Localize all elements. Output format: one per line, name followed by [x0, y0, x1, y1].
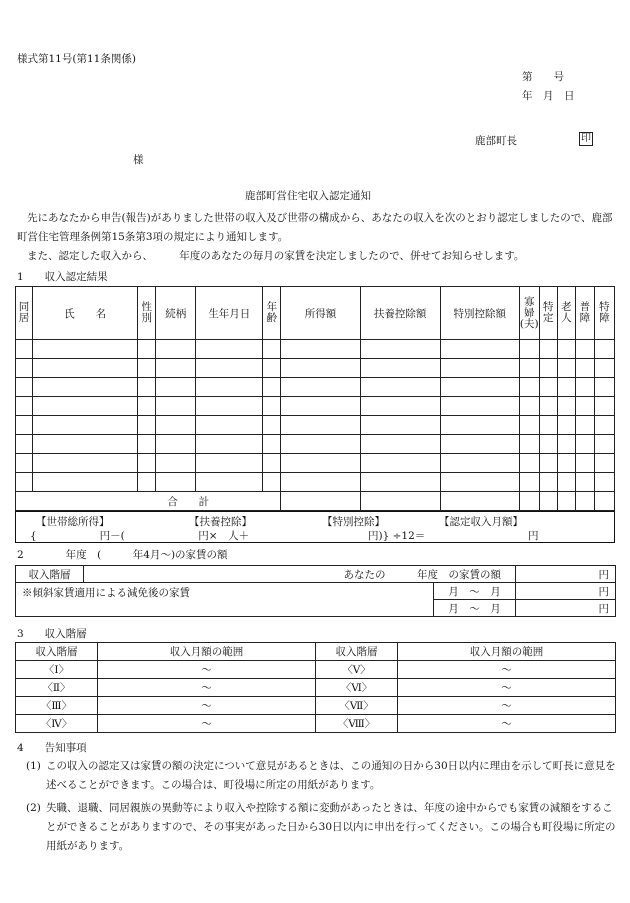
- notice-item-1: [26, 757, 618, 795]
- reduction-row-1: [16, 583, 616, 600]
- section1-heading: 1 収入認定結果: [17, 271, 108, 283]
- col-elderly: 老人: [557, 287, 575, 340]
- rent-yen: 円: [516, 566, 616, 583]
- seal-icon: 印: [581, 133, 591, 144]
- total-row: [16, 492, 615, 511]
- label-dependent-deduction: 【扶養控除】: [189, 516, 252, 528]
- col-name: 氏 名: [33, 287, 138, 340]
- range-5: ～: [398, 661, 616, 679]
- tier-header-row: [16, 643, 616, 661]
- reduction-yen-1: 円: [516, 583, 616, 600]
- table-row: [16, 359, 615, 378]
- rent-row: [16, 566, 616, 583]
- tier-row: [16, 697, 616, 715]
- table-row: [16, 378, 615, 397]
- tier-6: 〈Ⅵ〉: [316, 679, 398, 697]
- col-special-disabled: 特障: [594, 287, 614, 340]
- table-row: [16, 397, 615, 416]
- section4-heading: 4 告知事項: [17, 742, 87, 754]
- col-sex: 性別: [138, 287, 156, 340]
- total-label: 合 計: [16, 492, 281, 511]
- intro-paragraph-1: 先にあなたから申告(報告)がありました世帯の収入及び世帯の構成から、あなたの収入を次のとおり認定しましたので、鹿部町営住宅管理条例第15条第3項の規定により通知します。: [17, 212, 613, 243]
- tier-row: [16, 715, 616, 733]
- tier-1: 〈Ⅰ〉: [16, 661, 98, 679]
- income-certification-table: [15, 286, 615, 511]
- tier-7: 〈Ⅶ〉: [316, 697, 398, 715]
- reduction-label: ※傾斜家賃適用による減免後の家賃: [16, 583, 434, 617]
- income-summary-box: [15, 511, 615, 543]
- household-rows: [16, 340, 615, 492]
- table-row: [16, 473, 615, 492]
- col-widow: 寡婦(夫): [519, 287, 539, 340]
- range-4: ～: [98, 715, 316, 733]
- intro-paragraph-2: また、認定した収入から、 年度のあなたの毎月の家賃を決定しましたので、併せてお知らせします。: [27, 250, 525, 262]
- col-disabled: 普障: [575, 287, 594, 340]
- range-7: ～: [398, 697, 616, 715]
- document-number-label: 第 号: [522, 71, 564, 83]
- table-header-row: [16, 287, 615, 340]
- tier-5: 〈Ⅴ〉: [316, 661, 398, 679]
- tier-col-left: 収入階層: [16, 643, 98, 661]
- tier-3: 〈Ⅲ〉: [16, 697, 98, 715]
- col-dependent-deduction: 扶養控除額: [360, 287, 440, 340]
- col-relation: 続柄: [156, 287, 196, 340]
- rent-amount-label: あなたの 年度 の家賃の額: [84, 566, 516, 583]
- formula-part-c: 円: [528, 530, 539, 542]
- col-income: 所得額: [281, 287, 360, 340]
- reduction-period-1: 月 ～ 月: [434, 583, 516, 600]
- income-tier-table: [15, 642, 616, 733]
- col-age: 年齢: [263, 287, 281, 340]
- notice-text-1: この収入の認定又は家賃の額の決定について意見があるときは、この通知の日から30日以内に理由を示して町長に意見を述べることができます。この場合は、町役場に所定の用紙があります。: [46, 760, 616, 791]
- formula-part-a: { 円－( 円× 人＋: [30, 530, 250, 542]
- section3-heading: 3 収入階層: [17, 628, 87, 640]
- reduction-yen-2: 円: [516, 600, 616, 617]
- formula-part-b: 円)} ÷12＝: [368, 530, 426, 542]
- col-special-deduction: 特別控除額: [440, 287, 519, 340]
- issuer-name: 鹿部町長: [475, 135, 517, 147]
- tier-2: 〈Ⅱ〉: [16, 679, 98, 697]
- tier-4: 〈Ⅳ〉: [16, 715, 98, 733]
- tier-col-right: 収入階層: [316, 643, 398, 661]
- table-row: [16, 340, 615, 359]
- range-col-right: 収入月額の範囲: [398, 643, 616, 661]
- tier-row: [16, 679, 616, 697]
- range-8: ～: [398, 715, 616, 733]
- table-row: [16, 416, 615, 435]
- tier-row: [16, 661, 616, 679]
- col-birthdate: 生年月日: [196, 287, 263, 340]
- table-row: [16, 454, 615, 473]
- range-3: ～: [98, 697, 316, 715]
- income-tier-label: 収入階層: [16, 566, 84, 583]
- col-specified: 特定: [539, 287, 557, 340]
- form-number: 様式第11号(第11条関係): [17, 53, 136, 65]
- table-row: [16, 435, 615, 454]
- addressee-suffix: 様: [133, 154, 144, 166]
- notice-number-1: (1): [26, 760, 41, 772]
- document-title: 鹿部町営住宅収入認定通知: [245, 190, 371, 202]
- document-date-label: 年 月 日: [522, 90, 575, 102]
- range-6: ～: [398, 679, 616, 697]
- range-1: ～: [98, 661, 316, 679]
- section2-heading: 2 年度 ( 年4月～)の家賃の額: [17, 549, 228, 561]
- notice-number-2: (2): [26, 802, 41, 814]
- notice-item-2: [26, 799, 618, 856]
- notice-text-2: 失職、退職、同居親族の異動等により収入や控除する額に変動があったときは、年度の途中からでも家賃の減額をすることができることがありますので、その事実があった日から30日以内に申出を行ってください。この場合も町役場に所定の用紙があります。: [46, 802, 616, 852]
- tier-8: 〈Ⅷ〉: [316, 715, 398, 733]
- label-total-income: 【世帯総所得】: [36, 516, 110, 528]
- col-cohabit: 同居: [16, 287, 33, 340]
- label-monthly-income: 【認定収入月額】: [439, 516, 523, 528]
- reduction-period-2: 月 ～ 月: [434, 600, 516, 617]
- seal-mark: [579, 132, 593, 146]
- range-2: ～: [98, 679, 316, 697]
- label-special-deduction: 【特別控除】: [322, 516, 385, 528]
- range-col-left: 収入月額の範囲: [98, 643, 316, 661]
- rent-table: [15, 565, 616, 617]
